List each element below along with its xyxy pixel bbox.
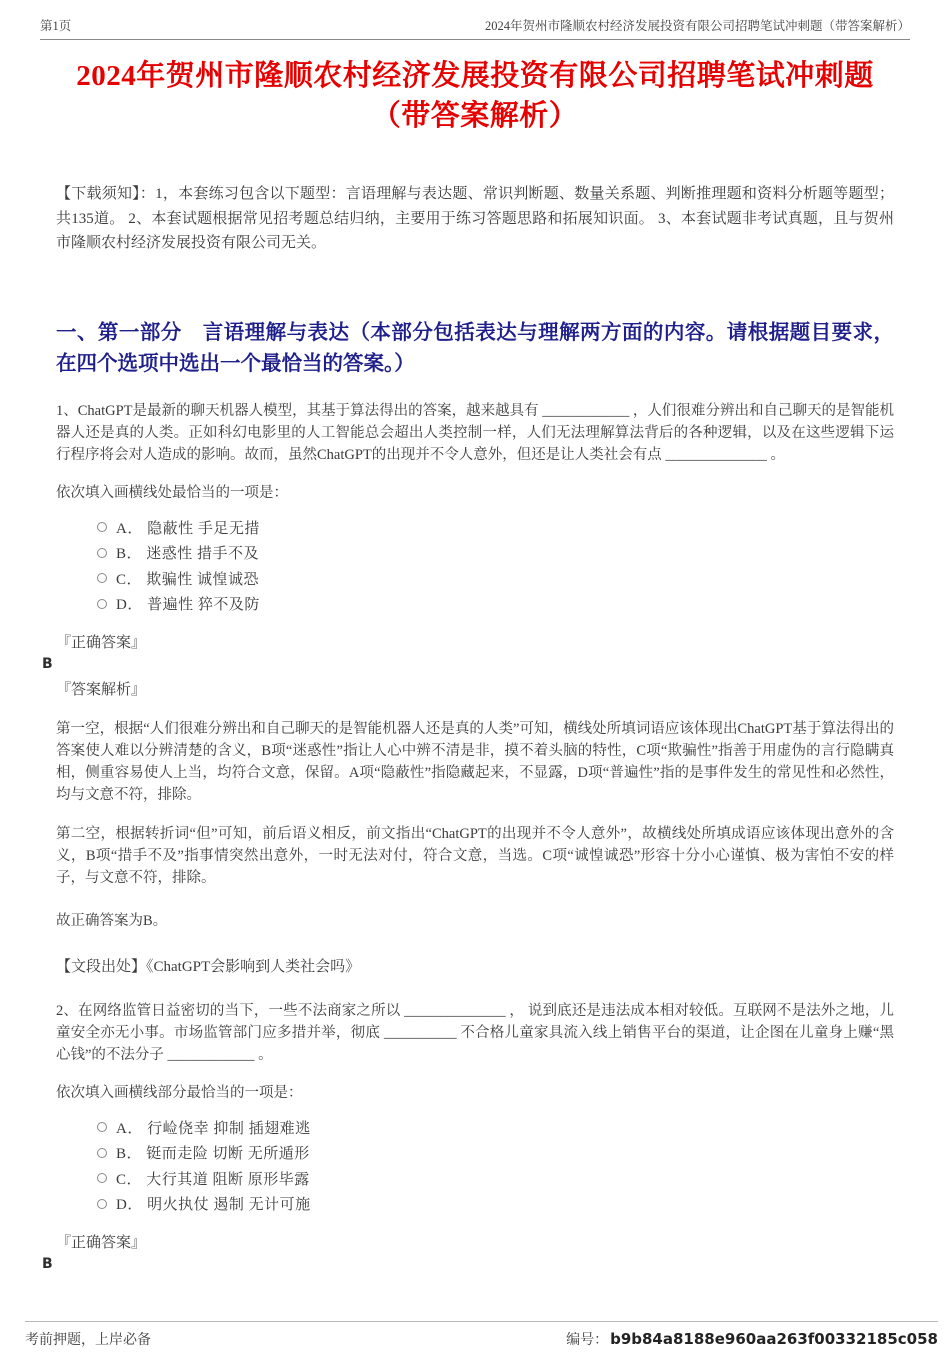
serial-code: b9b84a8188e960aa263f00332185c058 (610, 1330, 938, 1348)
question-1-prompt: 依次填入画横线处最恰当的一项是： (56, 484, 288, 501)
document-title-line2: （带答案解析） (371, 100, 579, 132)
option-row-a[interactable] (97, 515, 894, 541)
radio-button[interactable] (97, 1122, 107, 1132)
option-label: A． 行崄侥幸 抑制 插翅难逃 (116, 1120, 311, 1137)
section-heading: 一、第一部分 言语理解与表达（本部分包括表达与理解两方面的内容。请根据题目要求，在四个选项中选出一个最恰当的答案。） (56, 321, 894, 375)
option-row-b[interactable] (97, 1140, 894, 1166)
radio-button[interactable] (97, 548, 107, 558)
option-label: D． 明火执仗 遏制 无计可施 (116, 1197, 311, 1214)
radio-button[interactable] (97, 1199, 107, 1209)
question-2-options (97, 1115, 894, 1217)
question-1-stem: 1、ChatGPT是最新的聊天机器人模型，其基于算法得出的答案，越来越具有 ____________ ，人们很难分辨出和自己聊天的是智能机器人还是真的人类。正如科幻电影里的人工智能总会超出人类控制一样，人们无法理解算法背后的各种逻辑，以及在这些逻辑下运行程序将会对人造成的影响。故而，虽然ChatGPT的出现并不令人意外，但还是让人类社会有点 ______________ 。 (56, 402, 894, 463)
option-row-b[interactable] (97, 540, 894, 566)
document-title (48, 56, 902, 136)
footer-serial (566, 1329, 938, 1349)
correct-answer-value: B (42, 655, 53, 672)
footer-tagline: 考前押题，上岸必备 (25, 1333, 151, 1348)
option-row-d[interactable] (97, 1191, 894, 1217)
question-2-prompt: 依次填入画横线部分最恰当的一项是： (56, 1084, 303, 1101)
running-head-title: 2024年贺州市隆顺农村经济发展投资有限公司招聘笔试冲刺题（带答案解析） (484, 19, 910, 33)
analysis-paragraph-1: 第一空，根据“人们很难分辨出和自己聊天的是智能机器人还是真的人类”可知，横线处所填词语应该体现出ChatGPT基于算法得出的答案使人难以分辨清楚的含义，B项“迷惑性”指让人心中辨不清是非，摸不着头脑的特性，C项“欺骗性”指善于用虚伪的言行隐瞒真相，侧重容易使人上当，均符合文意，保留。A项“隐蔽性”指隐藏起来，不显露，D项“普遍性”指的是事件发生的常见性和必然性，均与文意不符，排除。 (56, 720, 894, 803)
option-row-c[interactable] (97, 1166, 894, 1192)
question-1-options (97, 515, 894, 617)
correct-answer-label: 『正确答案』 (56, 634, 147, 651)
question-1-answer-block (42, 633, 894, 701)
radio-button[interactable] (97, 1148, 107, 1158)
question-1 (42, 400, 894, 976)
option-row-d[interactable] (97, 591, 894, 617)
page-number-label: 第1页 (40, 19, 72, 33)
correct-answer-value: B (42, 1255, 53, 1272)
question-2-stem: 2、在网络监管日益密切的当下，一些不法商家之所以 ______________ ， 说到底还是违法成本相对较低。互联网不是法外之地，儿童安全亦无小事。市场监管部门应多措并举，彻底 __________ 不合格儿童家具流入线上销售平台的渠道，让企图在儿童身上赚“黑心钱”的不法分子 ____________ 。 (56, 1002, 894, 1063)
option-label: B． 迷惑性 措手不及 (116, 546, 260, 563)
radio-button[interactable] (97, 1173, 107, 1183)
download-notice: 【下载须知】：1，本套练习包含以下题型：言语理解与表达题、常识判断题、数量关系题、判断推理题和资料分析题等题型；共135道。 2、本套试题根据常见招考题总结归纳，主要用于练习答题思路和拓展知识面。 3、本套试题非考试真题，且与贺州市隆顺农村经济发展投资有限公司无关。 (56, 186, 894, 251)
option-label: B． 铤而走险 切断 无所遁形 (116, 1146, 310, 1163)
radio-button[interactable] (97, 599, 107, 609)
radio-button[interactable] (97, 573, 107, 583)
option-row-c[interactable] (97, 566, 894, 592)
serial-label: 编号： (566, 1333, 609, 1348)
option-label: C． 大行其道 阻断 原形毕露 (116, 1171, 310, 1188)
question-2-answer-block (42, 1233, 894, 1274)
option-label: C． 欺骗性 诚惶诚恐 (116, 571, 260, 588)
radio-button[interactable] (97, 522, 107, 532)
correct-answer-label: 『正确答案』 (56, 1234, 147, 1251)
option-label: D． 普遍性 猝不及防 (116, 597, 260, 614)
passage-source: 【文段出处】《ChatGPT会影响到人类社会吗》 (56, 958, 361, 975)
page-content (0, 182, 950, 1274)
analysis-conclusion: 故正确答案为B。 (56, 912, 168, 929)
option-row-a[interactable] (97, 1115, 894, 1141)
analysis-paragraph-2: 第二空，根据转折词“但”可知，前后语义相反，前文指出“ChatGPT的出现并不令人意外”，故横线处所填成语应该体现出意外的含义，B项“措手不及”指事情突然出意外，一时无法对付，符合文意，当选。C项“诚惶诚恐”形容十分小心谨慎、极为害怕不安的样子，与文意不符，排除。 (56, 825, 894, 886)
option-label: A． 隐蔽性 手足无措 (116, 520, 260, 537)
page-header (40, 16, 910, 40)
document-title-line1: 2024年贺州市隆顺农村经济发展投资有限公司招聘笔试冲刺题 (76, 60, 874, 92)
question-2 (42, 1000, 894, 1274)
answer-analysis-label: 『答案解析』 (56, 681, 147, 698)
